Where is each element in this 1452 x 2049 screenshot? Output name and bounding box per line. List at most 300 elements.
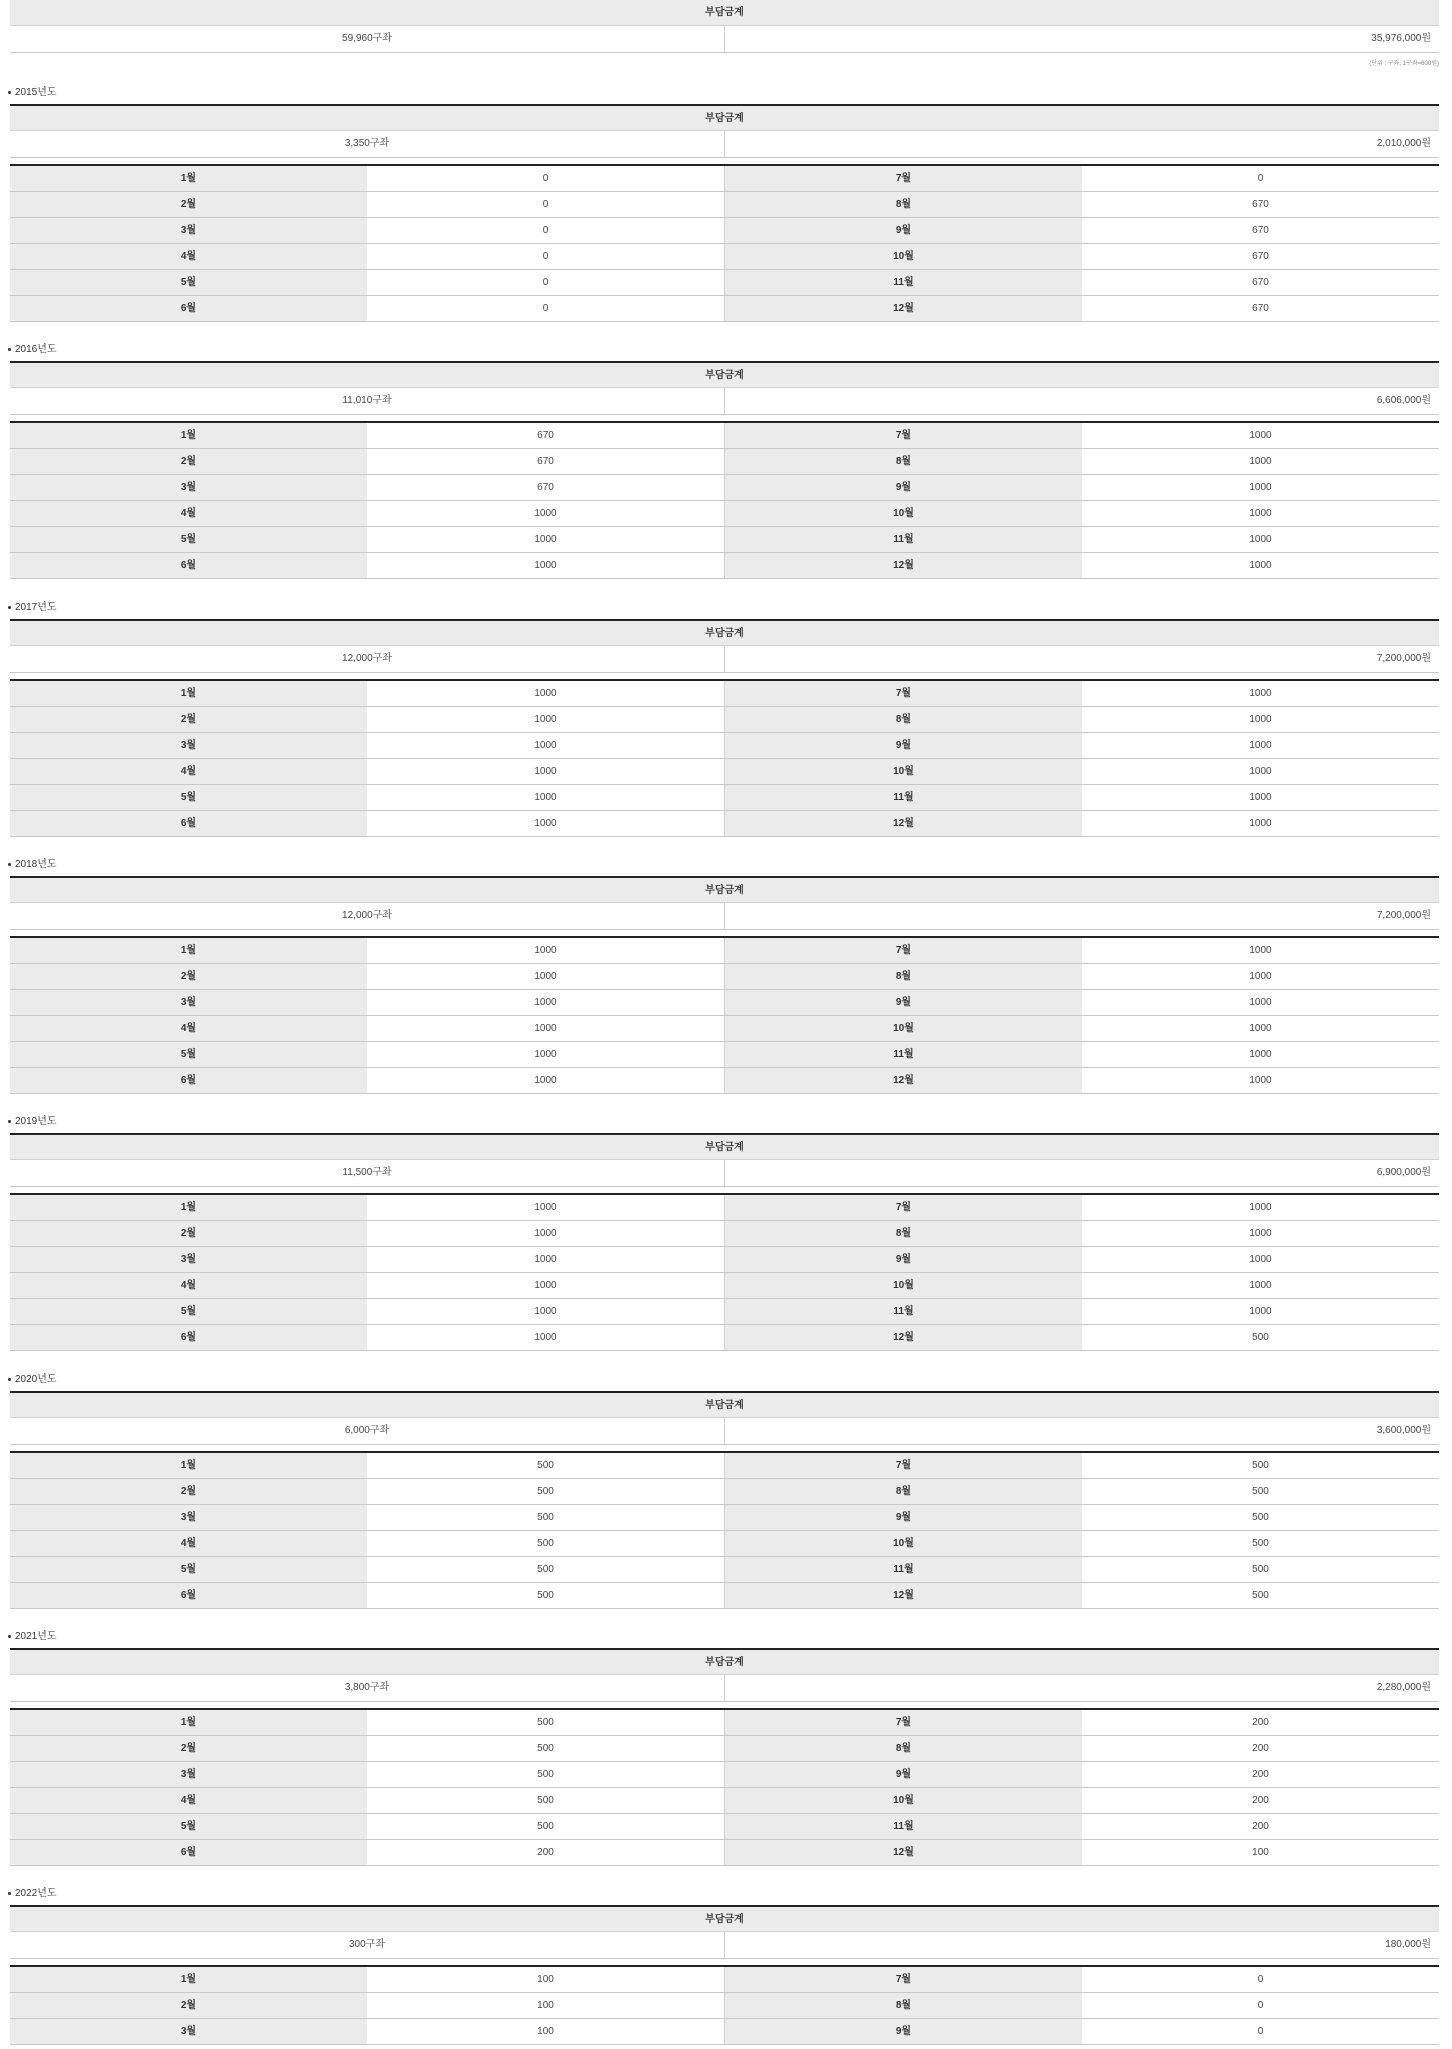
- table-row: [10, 990, 1439, 1016]
- month-value: 670: [1082, 270, 1439, 295]
- month-header: 12월: [724, 1840, 1082, 1865]
- month-value: 500: [367, 1710, 724, 1735]
- table-row: [10, 733, 1439, 759]
- year-amount: 7,200,000원: [1376, 910, 1431, 921]
- month-value: 0: [367, 244, 724, 269]
- year-count: 12,000구좌: [10, 646, 725, 672]
- monthly-table: [10, 421, 1439, 579]
- year-count: 11,010구좌: [10, 388, 725, 414]
- month-value: 500: [1082, 1479, 1439, 1504]
- month-value: 1000: [1082, 527, 1439, 552]
- month-value: 500: [367, 1531, 724, 1556]
- table-row: [10, 1840, 1439, 1866]
- month-value: 670: [1082, 192, 1439, 217]
- year-label: [8, 1370, 57, 1385]
- month-header: 1월: [10, 166, 367, 191]
- table-row: [10, 166, 1439, 192]
- month-value: 1000: [367, 1247, 724, 1272]
- month-value: 1000: [1082, 1068, 1439, 1093]
- year-summary-header: 부담금계: [10, 619, 1439, 646]
- table-row: [10, 1993, 1439, 2019]
- monthly-table: [10, 1193, 1439, 1351]
- month-value: 500: [1082, 1453, 1439, 1478]
- table-row: [10, 527, 1439, 553]
- month-header: 12월: [724, 1068, 1082, 1093]
- month-header: 9월: [724, 1762, 1082, 1787]
- table-row: [10, 501, 1439, 527]
- table-row: [10, 1479, 1439, 1505]
- month-value: 0: [367, 296, 724, 321]
- month-value: 1000: [367, 1068, 724, 1093]
- month-header: 11월: [724, 1299, 1082, 1324]
- year-count: 3,800구좌: [10, 1675, 725, 1701]
- month-header: 2월: [10, 1736, 367, 1761]
- table-row: [10, 1788, 1439, 1814]
- month-value: 500: [367, 1762, 724, 1787]
- month-value: 1000: [1082, 707, 1439, 732]
- month-value: 0: [1082, 1967, 1439, 1992]
- month-header: 9월: [724, 475, 1082, 500]
- month-header: 10월: [724, 759, 1082, 784]
- table-row: [10, 1505, 1439, 1531]
- month-value: 1000: [367, 553, 724, 578]
- month-value: 1000: [1082, 1042, 1439, 1067]
- month-header: 12월: [724, 553, 1082, 578]
- year-label-text: 2015년도: [15, 87, 57, 98]
- month-value: 1000: [367, 1273, 724, 1298]
- table-row: [10, 1247, 1439, 1273]
- bullet-icon: [8, 1378, 11, 1381]
- month-value: 500: [1082, 1505, 1439, 1530]
- month-header: 6월: [10, 1325, 367, 1350]
- month-header: 1월: [10, 1967, 367, 1992]
- month-value: 100: [367, 1993, 724, 2018]
- month-value: 1000: [367, 1299, 724, 1324]
- year-summary-table: [10, 1133, 1439, 1187]
- year-summary-row: [10, 1932, 1439, 1959]
- month-value: 500: [1082, 1531, 1439, 1556]
- table-row: [10, 1273, 1439, 1299]
- month-header: 5월: [10, 785, 367, 810]
- month-header: 4월: [10, 1016, 367, 1041]
- month-header: 4월: [10, 1531, 367, 1556]
- year-summary-header: 부담금계: [10, 104, 1439, 131]
- month-value: 500: [367, 1479, 724, 1504]
- month-header: 9월: [724, 733, 1082, 758]
- month-header: 12월: [724, 1583, 1082, 1608]
- year-amount: 180,000원: [1385, 1939, 1431, 1950]
- year-summary-row: [10, 646, 1439, 673]
- month-header: 3월: [10, 1762, 367, 1787]
- month-header: 3월: [10, 1247, 367, 1272]
- year-summary-header: 부담금계: [10, 1648, 1439, 1675]
- table-row: [10, 964, 1439, 990]
- table-row: [10, 1299, 1439, 1325]
- monthly-table: [10, 1965, 1439, 2045]
- month-header: 3월: [10, 2019, 367, 2044]
- table-row: [10, 1068, 1439, 1094]
- month-header: 9월: [724, 218, 1082, 243]
- month-value: 0: [1082, 166, 1439, 191]
- year-summary-table: [10, 876, 1439, 930]
- month-value: 1000: [367, 1325, 724, 1350]
- year-summary-row: [10, 903, 1439, 930]
- month-value: 1000: [367, 527, 724, 552]
- month-header: 8월: [724, 1736, 1082, 1761]
- month-value: 500: [1082, 1583, 1439, 1608]
- table-row: [10, 1042, 1439, 1068]
- year-count: 11,500구좌: [10, 1160, 725, 1186]
- month-header: 6월: [10, 1840, 367, 1865]
- table-row: [10, 296, 1439, 322]
- month-header: 10월: [724, 1273, 1082, 1298]
- month-value: 100: [367, 1967, 724, 1992]
- month-value: 0: [1082, 1993, 1439, 2018]
- table-row: [10, 1583, 1439, 1609]
- monthly-table: [10, 936, 1439, 1094]
- table-row: [10, 707, 1439, 733]
- month-header: 7월: [724, 423, 1082, 448]
- month-header: 11월: [724, 527, 1082, 552]
- month-value: 1000: [367, 707, 724, 732]
- month-value: 1000: [1082, 1299, 1439, 1324]
- month-value: 500: [367, 1736, 724, 1761]
- month-header: 2월: [10, 707, 367, 732]
- year-summary-table: [10, 1391, 1439, 1445]
- year-amount: 7,200,000원: [1376, 653, 1431, 664]
- month-header: 10월: [724, 1788, 1082, 1813]
- month-header: 5월: [10, 527, 367, 552]
- month-value: 100: [1082, 1840, 1439, 1865]
- table-row: [10, 1967, 1439, 1993]
- year-count: 6,000구좌: [10, 1418, 725, 1444]
- year-summary-table: [10, 104, 1439, 158]
- month-value: 1000: [1082, 681, 1439, 706]
- month-header: 8월: [724, 192, 1082, 217]
- table-row: [10, 270, 1439, 296]
- month-value: 1000: [1082, 501, 1439, 526]
- month-value: 1000: [1082, 938, 1439, 963]
- year-label-text: 2016년도: [15, 344, 57, 355]
- month-header: 6월: [10, 296, 367, 321]
- year-label-text: 2018년도: [15, 859, 57, 870]
- table-row: [10, 1762, 1439, 1788]
- month-header: 12월: [724, 1325, 1082, 1350]
- month-header: 7월: [724, 1453, 1082, 1478]
- month-value: 0: [367, 218, 724, 243]
- month-header: 1월: [10, 1710, 367, 1735]
- year-label: [8, 855, 57, 870]
- month-value: 1000: [1082, 964, 1439, 989]
- year-label: [8, 598, 57, 613]
- table-row: [10, 1016, 1439, 1042]
- year-summary-table: [10, 361, 1439, 415]
- month-header: 3월: [10, 218, 367, 243]
- month-value: 1000: [1082, 1016, 1439, 1041]
- month-value: 0: [367, 192, 724, 217]
- bullet-icon: [8, 1892, 11, 1895]
- year-label: [8, 1884, 57, 1899]
- month-header: 3월: [10, 475, 367, 500]
- month-value: 1000: [367, 1195, 724, 1220]
- month-header: 9월: [724, 2019, 1082, 2044]
- year-amount: 6,900,000원: [1376, 1167, 1431, 1178]
- year-summary-table: [10, 1905, 1439, 1959]
- monthly-table: [10, 1451, 1439, 1609]
- month-header: 10월: [724, 1531, 1082, 1556]
- month-value: 500: [367, 1505, 724, 1530]
- year-summary-header: 부담금계: [10, 1133, 1439, 1160]
- month-header: 7월: [724, 938, 1082, 963]
- table-row: [10, 1531, 1439, 1557]
- total-summary-table: [10, 0, 1439, 53]
- year-summary-header: 부담금계: [10, 876, 1439, 903]
- year-label: [8, 83, 57, 98]
- year-label: [8, 1112, 57, 1127]
- total-summary-header: 부담금계: [10, 0, 1439, 26]
- month-value: 1000: [1082, 759, 1439, 784]
- total-summary-row: [10, 26, 1439, 53]
- table-row: [10, 1710, 1439, 1736]
- unit-note: (단위 : 구좌, 1구좌=600원): [1369, 61, 1439, 67]
- month-value: 1000: [367, 733, 724, 758]
- table-row: [10, 811, 1439, 837]
- month-header: 12월: [724, 296, 1082, 321]
- month-value: 1000: [1082, 1221, 1439, 1246]
- year-label-text: 2017년도: [15, 602, 57, 613]
- month-header: 11월: [724, 270, 1082, 295]
- month-value: 1000: [367, 785, 724, 810]
- total-amount: 35,976,000원: [1371, 33, 1431, 44]
- year-label: [8, 340, 57, 355]
- year-amount: 2,010,000원: [1376, 138, 1431, 149]
- year-summary-table: [10, 619, 1439, 673]
- month-value: 1000: [1082, 423, 1439, 448]
- month-value: 500: [367, 1453, 724, 1478]
- month-value: 1000: [1082, 1273, 1439, 1298]
- month-value: 1000: [367, 1016, 724, 1041]
- month-header: 10월: [724, 1016, 1082, 1041]
- month-header: 6월: [10, 1068, 367, 1093]
- month-header: 11월: [724, 1814, 1082, 1839]
- table-row: [10, 785, 1439, 811]
- month-value: 1000: [367, 938, 724, 963]
- month-header: 4월: [10, 1273, 367, 1298]
- year-label: [8, 1627, 57, 1642]
- year-label-text: 2019년도: [15, 1116, 57, 1127]
- table-row: [10, 475, 1439, 501]
- month-header: 7월: [724, 1195, 1082, 1220]
- month-header: 2월: [10, 192, 367, 217]
- month-header: 3월: [10, 990, 367, 1015]
- year-label-text: 2022년도: [15, 1888, 57, 1899]
- month-value: 1000: [367, 759, 724, 784]
- month-value: 1000: [1082, 449, 1439, 474]
- table-row: [10, 244, 1439, 270]
- month-header: 10월: [724, 244, 1082, 269]
- year-count: 12,000구좌: [10, 903, 725, 929]
- month-value: 0: [367, 270, 724, 295]
- month-value: 670: [367, 423, 724, 448]
- month-header: 4월: [10, 501, 367, 526]
- month-value: 200: [1082, 1814, 1439, 1839]
- month-header: 8월: [724, 1221, 1082, 1246]
- bullet-icon: [8, 91, 11, 94]
- year-summary-row: [10, 1418, 1439, 1445]
- month-header: 2월: [10, 964, 367, 989]
- month-value: 500: [367, 1814, 724, 1839]
- month-header: 5월: [10, 1814, 367, 1839]
- month-header: 2월: [10, 449, 367, 474]
- table-row: [10, 218, 1439, 244]
- month-header: 6월: [10, 1583, 367, 1608]
- month-header: 7월: [724, 1710, 1082, 1735]
- table-row: [10, 1557, 1439, 1583]
- monthly-table: [10, 164, 1439, 322]
- month-value: 0: [367, 166, 724, 191]
- year-label-text: 2021년도: [15, 1631, 57, 1642]
- bullet-icon: [8, 1635, 11, 1638]
- table-row: [10, 1195, 1439, 1221]
- table-row: [10, 1736, 1439, 1762]
- table-row: [10, 759, 1439, 785]
- month-header: 11월: [724, 1042, 1082, 1067]
- table-row: [10, 553, 1439, 579]
- month-header: 4월: [10, 1788, 367, 1813]
- month-header: 2월: [10, 1479, 367, 1504]
- month-header: 8월: [724, 1993, 1082, 2018]
- table-row: [10, 192, 1439, 218]
- month-header: 10월: [724, 501, 1082, 526]
- bullet-icon: [8, 606, 11, 609]
- month-header: 9월: [724, 1505, 1082, 1530]
- month-value: 1000: [1082, 475, 1439, 500]
- month-value: 1000: [1082, 1247, 1439, 1272]
- month-header: 1월: [10, 938, 367, 963]
- month-value: 670: [1082, 244, 1439, 269]
- month-value: 500: [367, 1557, 724, 1582]
- table-row: [10, 1221, 1439, 1247]
- month-header: 1월: [10, 423, 367, 448]
- month-value: 670: [1082, 296, 1439, 321]
- month-value: 1000: [1082, 733, 1439, 758]
- month-header: 11월: [724, 785, 1082, 810]
- table-row: [10, 2019, 1439, 2045]
- year-summary-row: [10, 131, 1439, 158]
- month-value: 500: [367, 1788, 724, 1813]
- year-summary-row: [10, 388, 1439, 415]
- month-value: 1000: [367, 990, 724, 1015]
- month-header: 9월: [724, 990, 1082, 1015]
- total-count: 59,960구좌: [10, 26, 725, 52]
- year-summary-row: [10, 1160, 1439, 1187]
- month-value: 1000: [1082, 785, 1439, 810]
- month-value: 1000: [367, 681, 724, 706]
- month-value: 200: [1082, 1788, 1439, 1813]
- year-amount: 3,600,000원: [1376, 1425, 1431, 1436]
- month-value: 670: [367, 475, 724, 500]
- month-header: 9월: [724, 1247, 1082, 1272]
- month-value: 670: [1082, 218, 1439, 243]
- month-value: 200: [1082, 1710, 1439, 1735]
- month-header: 5월: [10, 1042, 367, 1067]
- year-label-text: 2020년도: [15, 1374, 57, 1385]
- table-row: [10, 423, 1439, 449]
- monthly-table: [10, 679, 1439, 837]
- year-count: 300구좌: [10, 1932, 725, 1958]
- month-header: 2월: [10, 1221, 367, 1246]
- month-value: 100: [367, 2019, 724, 2044]
- month-value: 1000: [367, 964, 724, 989]
- monthly-table: [10, 1708, 1439, 1866]
- month-header: 7월: [724, 681, 1082, 706]
- month-header: 4월: [10, 244, 367, 269]
- month-header: 8월: [724, 1479, 1082, 1504]
- bullet-icon: [8, 348, 11, 351]
- table-row: [10, 1325, 1439, 1351]
- month-header: 7월: [724, 166, 1082, 191]
- month-value: 0: [1082, 2019, 1439, 2044]
- table-row: [10, 938, 1439, 964]
- month-value: 670: [367, 449, 724, 474]
- month-header: 6월: [10, 811, 367, 836]
- month-header: 12월: [724, 811, 1082, 836]
- month-value: 1000: [1082, 553, 1439, 578]
- month-value: 1000: [367, 1221, 724, 1246]
- month-value: 1000: [367, 1042, 724, 1067]
- month-value: 1000: [1082, 811, 1439, 836]
- month-header: 5월: [10, 1299, 367, 1324]
- month-header: 3월: [10, 733, 367, 758]
- year-summary-header: 부담금계: [10, 1391, 1439, 1418]
- month-header: 5월: [10, 1557, 367, 1582]
- table-row: [10, 681, 1439, 707]
- bullet-icon: [8, 1120, 11, 1123]
- month-header: 8월: [724, 964, 1082, 989]
- table-row: [10, 1453, 1439, 1479]
- month-header: 7월: [724, 1967, 1082, 1992]
- month-value: 1000: [1082, 990, 1439, 1015]
- month-header: 5월: [10, 270, 367, 295]
- month-header: 8월: [724, 449, 1082, 474]
- month-value: 500: [367, 1583, 724, 1608]
- year-summary-row: [10, 1675, 1439, 1702]
- month-header: 1월: [10, 1453, 367, 1478]
- month-value: 200: [367, 1840, 724, 1865]
- month-value: 200: [1082, 1762, 1439, 1787]
- year-summary-table: [10, 1648, 1439, 1702]
- year-count: 3,350구좌: [10, 131, 725, 157]
- month-value: 500: [1082, 1557, 1439, 1582]
- month-value: 1000: [367, 811, 724, 836]
- month-value: 200: [1082, 1736, 1439, 1761]
- month-value: 1000: [367, 501, 724, 526]
- month-header: 1월: [10, 681, 367, 706]
- table-row: [10, 1814, 1439, 1840]
- month-header: 3월: [10, 1505, 367, 1530]
- month-header: 1월: [10, 1195, 367, 1220]
- month-header: 11월: [724, 1557, 1082, 1582]
- table-row: [10, 449, 1439, 475]
- month-header: 4월: [10, 759, 367, 784]
- bullet-icon: [8, 863, 11, 866]
- month-value: 500: [1082, 1325, 1439, 1350]
- year-summary-header: 부담금계: [10, 361, 1439, 388]
- month-header: 8월: [724, 707, 1082, 732]
- year-amount: 2,280,000원: [1376, 1682, 1431, 1693]
- month-header: 2월: [10, 1993, 367, 2018]
- year-amount: 6,606,000원: [1376, 395, 1431, 406]
